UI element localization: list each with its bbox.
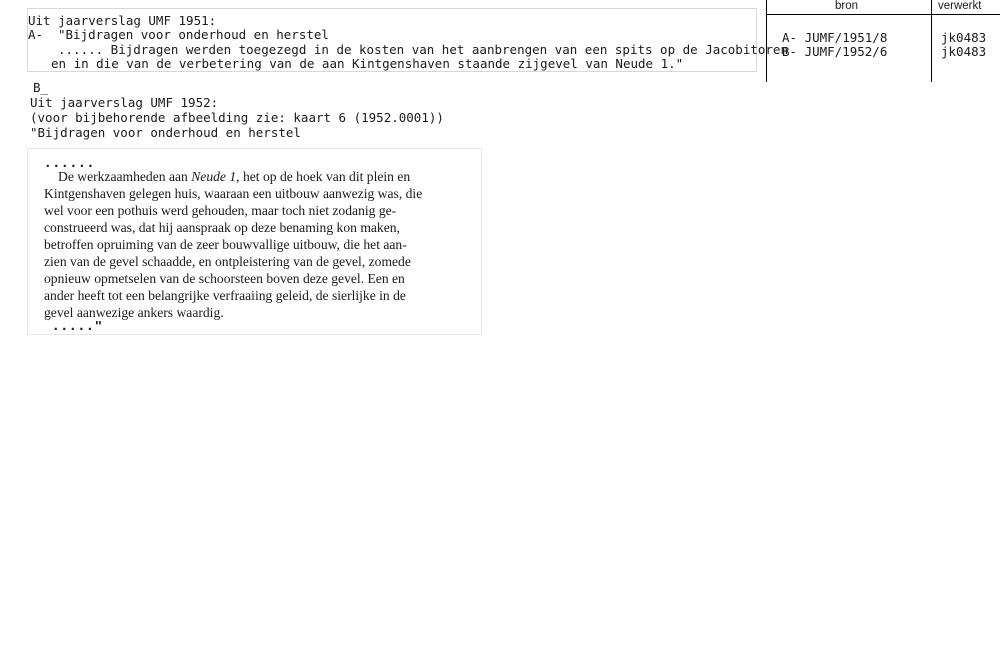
paragraph-line-4: construeerd was, dat hij aanspraak op deze benaming kon maken, [44, 220, 400, 235]
bron-header: bron [835, 0, 859, 12]
entry-a-title: "Bijdragen voor onderhoud en herstel [58, 27, 329, 42]
source-a-bron: A- JUMF/1951/8 [782, 30, 888, 45]
verwerkt-header: verwerkt [938, 0, 982, 12]
entry-b-illustration-note: (voor bijbehorende afbeelding zie: kaart 6 (1952.0001)) [30, 110, 444, 125]
paragraph-line-3: wel voor een pothuis werd gehouden, maar toch niet zodanig ge- [44, 203, 397, 218]
paragraph-line-5: betroffen opruiming van de zeer bouwvallige uitbouw, die het aan- [44, 237, 407, 252]
paragraph-line-2: Kintgenshaven gelegen huis, waaraan een uitbouw aanwezig was, die [44, 186, 423, 201]
source-b-bron: B- JUMF/1952/6 [782, 44, 888, 59]
paragraph-line-6: zien van de gevel schaadde, en ontpleistering van de gevel, zomede [44, 254, 411, 269]
entry-a-source: Uit jaarverslag UMF 1951: [28, 13, 217, 28]
entry-b-marker: B_ [33, 80, 49, 95]
entry-b-dots-end: ....." [52, 318, 104, 333]
entry-b-title: "Bijdragen voor onderhoud en herstel [30, 125, 301, 140]
entry-a-body-line-1: ...... Bijdragen werden toegezegd in de kosten van het aanbrengen van een spits op de Jacobitoren [58, 42, 788, 57]
paragraph-line-1-rest: , het op de hoek van dit plein en [236, 169, 411, 184]
paragraph-line-1 [58, 168, 410, 185]
entry-a-marker: A- [28, 27, 44, 42]
entry-b-source: Uit jaarverslag UMF 1952: [30, 95, 219, 110]
paragraph-line-8: ander heeft tot een belangrijke verfraaiing geleid, de sierlijke in de [44, 288, 406, 303]
source-a-verwerkt: jk0483 [941, 30, 987, 45]
source-b-verwerkt: jk0483 [941, 44, 987, 59]
table-mid-border [931, 0, 932, 82]
paragraph-line-9: gevel aanwezige ankers waardig. [44, 305, 224, 320]
entry-a-body-line-2: en in die van de verbetering van de aan Kintgenshaven staande zijgevel van Neude 1." [51, 56, 684, 71]
table-left-border [766, 0, 767, 82]
table-top-border [766, 14, 1000, 15]
entry-b-dots-start: ...... [44, 155, 96, 170]
paragraph-line-1-start: De werkzaamheden aan [58, 169, 192, 184]
paragraph-emphasis-neude: Neude 1 [191, 169, 237, 184]
paragraph-line-7: opnieuw opmetselen van de schoorsteen boven deze gevel. Een en [44, 271, 405, 286]
